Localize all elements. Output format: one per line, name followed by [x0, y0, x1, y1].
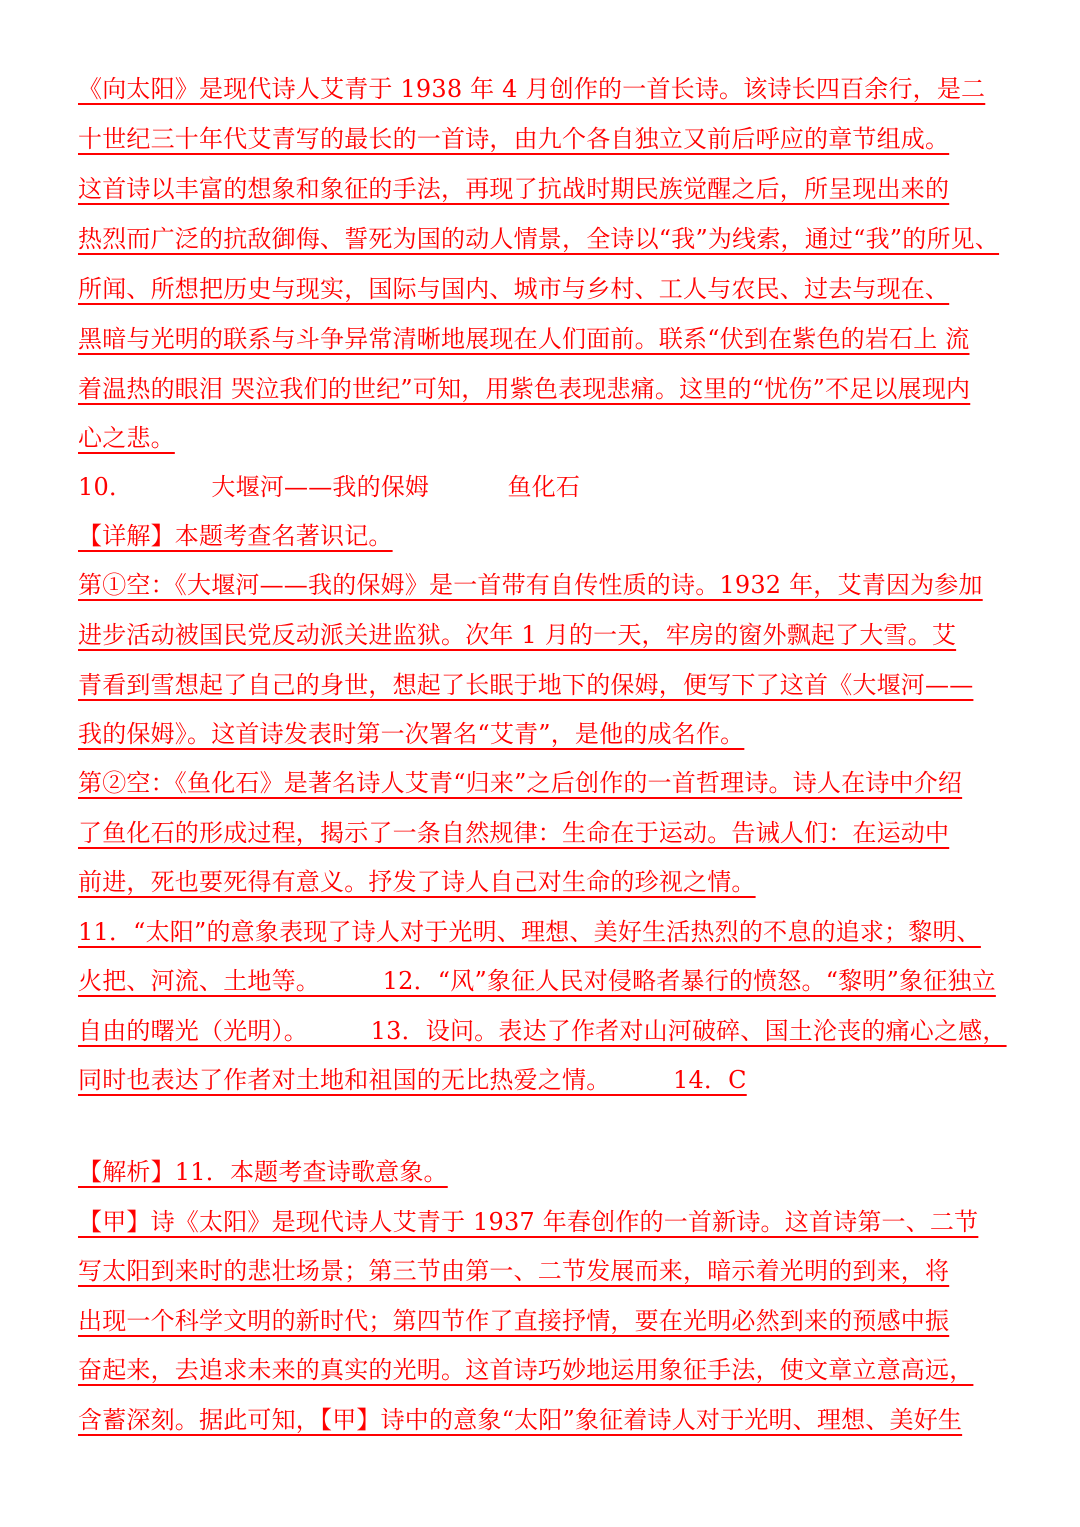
paragraph-line: 前进，死也要死得有意义。抒发了诗人自己对生命的珍视之情。 — [78, 868, 756, 896]
answer-line: 11．“太阳”的意象表现了诗人对于光明、理想、美好生活热烈的不息的追求；黎明、 — [78, 918, 981, 946]
paragraph-line: 第②空：《鱼化石》是著名诗人艾青“归来”之后创作的一首哲理诗。诗人在诗中介绍 — [78, 769, 963, 797]
paragraph-line: 进步活动被国民党反动派关进监狱。次年 1 月的一天，牢房的窗外飘起了大雪。艾 — [78, 621, 957, 649]
paragraph-line: 热烈而广泛的抗敌御侮、誓死为国的动人情景，全诗以“我”为线索，通过“我”的所见、 — [78, 225, 1000, 253]
paragraph-line: 写太阳到来时的悲壮场景；第三节由第一、二节发展而来，暗示着光明的到来，将 — [78, 1257, 950, 1285]
paragraph-line: 【甲】诗《太阳》是现代诗人艾青于 1937 年春创作的一首新诗。这首诗第一、二节 — [78, 1208, 979, 1236]
paragraph-line: 了鱼化石的形成过程，揭示了一条自然规律：生命在于运动。告诫人们：在运动中 — [78, 819, 950, 847]
paragraph-line: 我的保姆》。这首诗发表时第一次署名“艾青”，是他的成名作。 — [78, 720, 745, 748]
analysis-heading: 【解析】11．本题考查诗歌意象。 — [78, 1158, 448, 1186]
paragraph-line: 这首诗以丰富的想象和象征的手法，再现了抗战时期民族觉醒之后，所呈现出来的 — [78, 175, 950, 203]
answer-line: 同时也表达了作者对土地和祖国的无比热爱之情。 14．C — [78, 1066, 747, 1094]
paragraph-line: 奋起来，去追求未来的真实的光明。这首诗巧妙地运用象征手法，使文章立意高远， — [78, 1356, 974, 1384]
paragraph-line: 心之悲。 — [78, 424, 175, 452]
explanation-heading: 【详解】本题考查名著识记。 — [78, 522, 393, 550]
paragraph-line: 所闻、所想把历史与现实，国际与国内、城市与乡村、工人与农民、过去与现在、 — [78, 275, 950, 303]
paragraph-line: 青看到雪想起了自己的身世，想起了长眠于地下的保姆，便写下了这首《大堰河—— — [78, 671, 974, 699]
paragraph-line: 《向太阳》是现代诗人艾青于 1938 年 4 月创作的一首长诗。该诗长四百余行，是二 — [78, 75, 986, 103]
answer-line: 火把、河流、土地等。 12．“风”象征人民对侵略者暴行的愤怒。“黎明”象征独立 — [78, 967, 996, 995]
paragraph-line: 黑暗与光明的联系与斗争异常清晰地展现在人们面前。联系“伏到在紫色的岩石上 流 — [78, 325, 970, 353]
paragraph-line: 着温热的眼泪 哭泣我们的世纪”可知，用紫色表现悲痛。这里的“忧伤”不足以展现内 — [78, 375, 971, 403]
paragraph-line: 出现一个科学文明的新时代；第四节作了直接抒情，要在光明必然到来的预感中振 — [78, 1307, 950, 1335]
answer-line: 自由的曙光（光明）。 13．设问。表达了作者对山河破碎、国土沦丧的痛心之感， — [78, 1017, 1007, 1045]
paragraph-line: 含蓄深刻。据此可知，【甲】诗中的意象“太阳”象征着诗人对于光明、理想、美好生 — [78, 1406, 963, 1434]
answer-10-line: 10． 大堰河——我的保姆 鱼化石 — [78, 473, 581, 501]
paragraph-line: 第①空：《大堰河——我的保姆》是一首带有自传性质的诗。1932 年，艾青因为参加 — [78, 571, 983, 599]
paragraph-line: 十世纪三十年代艾青写的最长的一首诗，由九个各自独立又前后呼应的章节组成。 — [78, 125, 950, 153]
